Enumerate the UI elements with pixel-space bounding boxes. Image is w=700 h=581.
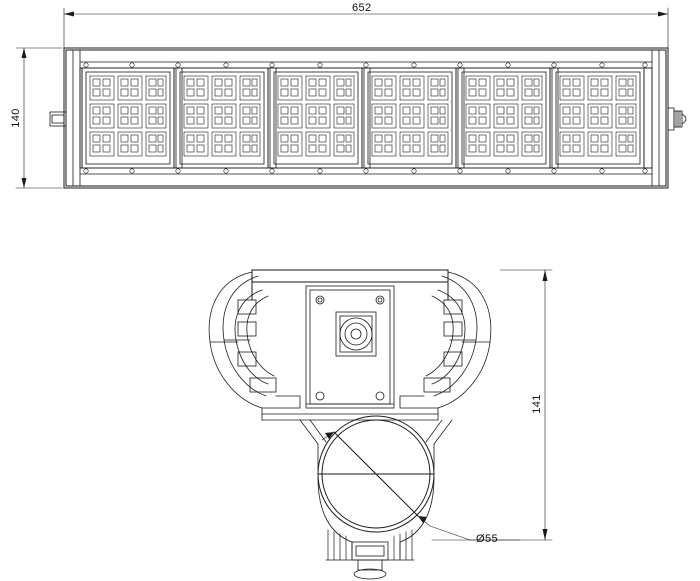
led-module [552, 68, 644, 168]
led-module [364, 68, 456, 168]
dim-line-width [64, 8, 668, 48]
dimension-label-height: 140 [10, 108, 22, 128]
led-module-group [82, 68, 644, 168]
section-left-wing [209, 272, 300, 408]
dimension-label-width: 652 [352, 2, 372, 14]
lower-fin-group [326, 530, 414, 560]
section-base-plate [262, 408, 438, 420]
dim-line-height [16, 48, 62, 188]
front-housing [64, 48, 668, 188]
section-bracket [300, 420, 452, 558]
section-right-wing [400, 272, 491, 408]
front-right-endcap [652, 50, 666, 186]
section-housing [252, 270, 448, 300]
section-driver-box [306, 286, 394, 408]
led-module [176, 68, 268, 168]
dimension-label-pole-diameter: Ø55 [476, 533, 498, 545]
led-module [458, 68, 550, 168]
leader-pole-diameter [322, 432, 520, 540]
cable-gland-icon [668, 108, 686, 130]
front-left-endcap [50, 50, 80, 186]
dimension-label-depth: 141 [531, 394, 543, 414]
led-module [82, 68, 174, 168]
led-module [270, 68, 362, 168]
pole-mount-circle [318, 416, 434, 532]
section-knuckle [352, 542, 388, 579]
fastener-group [84, 63, 647, 173]
